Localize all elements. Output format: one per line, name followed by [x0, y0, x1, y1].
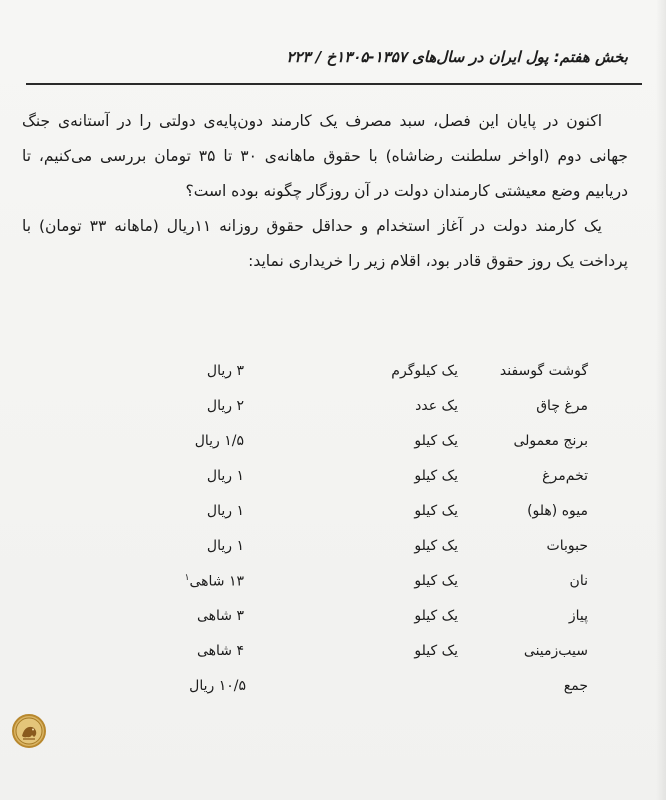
list-item — [0, 427, 666, 462]
item-name: مرغ چاق — [536, 398, 588, 414]
item-price: ۱ ریال — [206, 468, 244, 484]
item-price: ۳ ریال — [206, 363, 244, 379]
item-quantity: یک کیلو — [414, 643, 458, 659]
list-item — [0, 462, 666, 497]
item-name: سیب‌زمینی — [523, 643, 588, 659]
item-price: ۳ شاهی — [196, 608, 244, 624]
item-quantity: یک کیلو — [414, 503, 458, 519]
item-name: تخم‌مرغ — [542, 468, 588, 484]
item-price — [185, 573, 244, 590]
header-divider — [26, 83, 642, 85]
item-name: برنج معمولی — [513, 433, 588, 449]
paragraph-1: اکنون در پایان این فصل، سبد مصرف یک کارمند دون‌پایه‌ی دولتی را در آستانه‌ی جنگ جهانی دوم (اواخر سلطنت رضاشاه) با حقوق ماهانه‌ی ۳۰ تا ۳۵ تومان بررسی می‌کنیم، تا دریابیم وضع معیشتی کارمندان دولت در آن روزگار چگونه بوده است؟ — [22, 112, 628, 200]
item-price: ۱ ریال — [206, 538, 244, 554]
list-item — [0, 357, 666, 392]
item-name: پیاز — [568, 608, 588, 624]
list-item — [0, 602, 666, 637]
item-name: نان — [569, 573, 588, 589]
list-item — [0, 532, 666, 567]
item-price: ۱/۵ ریال — [194, 433, 244, 449]
items-list — [0, 357, 666, 707]
item-quantity: یک کیلوگرم — [391, 363, 458, 379]
item-quantity: یک کیلو — [414, 468, 458, 484]
item-price: ۱ ریال — [206, 503, 244, 519]
list-item — [0, 392, 666, 427]
list-item — [0, 637, 666, 672]
item-quantity: یک عدد — [415, 398, 458, 414]
item-price: ۲ ریال — [206, 398, 244, 414]
body-text — [22, 104, 628, 279]
list-item — [0, 497, 666, 532]
item-quantity: یک کیلو — [414, 573, 458, 589]
item-quantity: یک کیلو — [414, 608, 458, 624]
lion-emblem-icon — [12, 714, 46, 748]
item-quantity: یک کیلو — [414, 538, 458, 554]
running-header: بخش هفتم: پول ایران در سال‌های ۱۳۵۷-۱۳۰۵خ / ۲۲۳ — [286, 48, 628, 66]
total-price: ۱۰/۵ ریال — [189, 678, 246, 694]
item-quantity: یک کیلو — [414, 433, 458, 449]
total-label: جمع — [563, 678, 588, 694]
list-item — [0, 567, 666, 602]
item-price: ۴ شاهی — [196, 643, 244, 659]
item-name: میوه (هلو) — [527, 503, 588, 519]
paragraph-2: یک کارمند دولت در آغاز استخدام و حداقل حقوق روزانه ۱۱ریال (ماهانه ۳۳ تومان) با پرداخت یک روز حقوق قادر بود، اقلام زیر را خریداری نماید: — [22, 217, 628, 270]
item-name: گوشت گوسفند — [499, 363, 588, 379]
footnote-marker: ۱ — [184, 573, 190, 583]
item-name: حبوبات — [546, 538, 588, 554]
item-price-value: ۱۳ شاهی — [189, 573, 244, 590]
total-row — [0, 672, 666, 707]
